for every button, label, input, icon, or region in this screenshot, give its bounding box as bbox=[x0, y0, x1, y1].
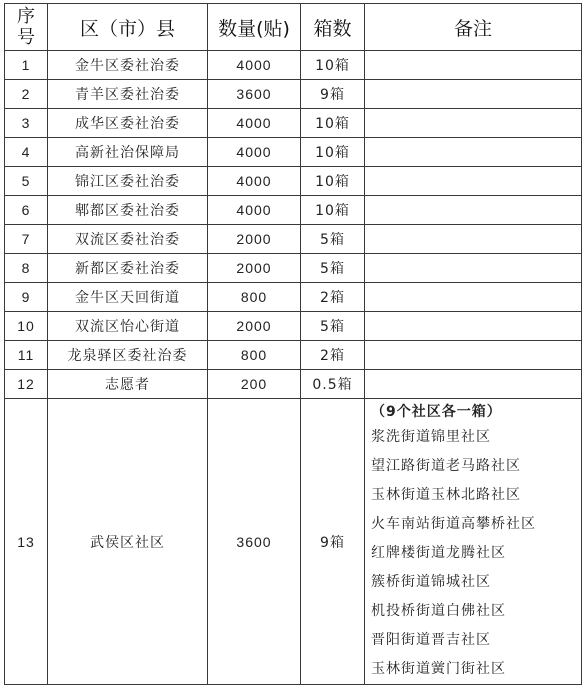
cell-boxes: 10箱 bbox=[301, 51, 365, 80]
cell-seq: 5 bbox=[5, 167, 48, 196]
cell-district: 志愿者 bbox=[48, 370, 208, 399]
cell-notes bbox=[365, 138, 582, 167]
header-seq-label bbox=[5, 6, 47, 48]
header-seq-char: 号 bbox=[17, 27, 35, 48]
notes-line: 玉林街道黉门街社区 bbox=[371, 661, 506, 677]
cell-quantity: 3600 bbox=[208, 80, 301, 109]
cell-district: 武侯区社区 bbox=[48, 399, 208, 685]
table-row bbox=[5, 312, 582, 341]
notes-line: 浆洗街道锦里社区 bbox=[371, 429, 491, 445]
table-row bbox=[5, 138, 582, 167]
notes-line: 机投桥街道白佛社区 bbox=[371, 603, 506, 619]
cell-notes bbox=[365, 225, 582, 254]
cell-boxes: 10箱 bbox=[301, 196, 365, 225]
notes-line: 晋阳街道晋吉社区 bbox=[371, 632, 491, 648]
distribution-table bbox=[4, 3, 582, 685]
cell-seq: 2 bbox=[5, 80, 48, 109]
notes-line: 望江路街道老马路社区 bbox=[371, 458, 521, 474]
cell-boxes: 9箱 bbox=[301, 80, 365, 109]
notes-list bbox=[371, 423, 581, 684]
cell-notes bbox=[365, 80, 582, 109]
cell-quantity: 4000 bbox=[208, 196, 301, 225]
cell-seq: 4 bbox=[5, 138, 48, 167]
cell-notes bbox=[365, 167, 582, 196]
cell-district: 锦江区委社治委 bbox=[48, 167, 208, 196]
cell-seq: 6 bbox=[5, 196, 48, 225]
cell-seq: 9 bbox=[5, 283, 48, 312]
cell-boxes: 5箱 bbox=[301, 225, 365, 254]
cell-notes bbox=[365, 196, 582, 225]
header-district: 区（市）县 bbox=[48, 4, 208, 51]
cell-seq: 1 bbox=[5, 51, 48, 80]
cell-seq: 3 bbox=[5, 109, 48, 138]
cell-boxes: 2箱 bbox=[301, 283, 365, 312]
cell-boxes: 10箱 bbox=[301, 109, 365, 138]
table-row bbox=[5, 283, 582, 312]
cell-notes bbox=[365, 341, 582, 370]
cell-seq: 12 bbox=[5, 370, 48, 399]
cell-seq: 10 bbox=[5, 312, 48, 341]
cell-boxes: 10箱 bbox=[301, 138, 365, 167]
header-boxes: 箱数 bbox=[301, 4, 365, 51]
cell-notes bbox=[365, 109, 582, 138]
cell-district: 高新社治保障局 bbox=[48, 138, 208, 167]
table-row bbox=[5, 225, 582, 254]
header-row bbox=[5, 4, 582, 51]
cell-boxes: 10箱 bbox=[301, 167, 365, 196]
cell-quantity: 3600 bbox=[208, 399, 301, 685]
cell-quantity: 4000 bbox=[208, 51, 301, 80]
notes-line: 簇桥街道锦城社区 bbox=[371, 574, 491, 590]
table-row bbox=[5, 80, 582, 109]
cell-quantity: 2000 bbox=[208, 254, 301, 283]
cell-district: 双流区怡心街道 bbox=[48, 312, 208, 341]
cell-seq: 11 bbox=[5, 341, 48, 370]
cell-quantity: 4000 bbox=[208, 167, 301, 196]
cell-quantity: 2000 bbox=[208, 312, 301, 341]
cell-boxes: 9箱 bbox=[301, 399, 365, 685]
cell-notes bbox=[365, 283, 582, 312]
cell-boxes: 5箱 bbox=[301, 312, 365, 341]
table-row bbox=[5, 51, 582, 80]
cell-quantity: 4000 bbox=[208, 109, 301, 138]
cell-quantity: 4000 bbox=[208, 138, 301, 167]
cell-district: 龙泉驿区委社治委 bbox=[48, 341, 208, 370]
cell-notes bbox=[365, 254, 582, 283]
cell-notes bbox=[365, 399, 582, 685]
notes-line: 火车南站街道高攀桥社区 bbox=[371, 516, 536, 532]
header-notes: 备注 bbox=[365, 4, 582, 51]
cell-district: 郫都区委社治委 bbox=[48, 196, 208, 225]
cell-district: 新都区委社治委 bbox=[48, 254, 208, 283]
notes-line: 玉林街道玉林北路社区 bbox=[371, 487, 521, 503]
notes-line: 红牌楼街道龙腾社区 bbox=[371, 545, 506, 561]
cell-district: 成华区委社治委 bbox=[48, 109, 208, 138]
cell-notes bbox=[365, 312, 582, 341]
cell-district: 青羊区委社治委 bbox=[48, 80, 208, 109]
cell-seq: 8 bbox=[5, 254, 48, 283]
cell-quantity: 800 bbox=[208, 283, 301, 312]
cell-notes bbox=[365, 370, 582, 399]
cell-boxes: 2箱 bbox=[301, 341, 365, 370]
table-row bbox=[5, 341, 582, 370]
cell-quantity: 2000 bbox=[208, 225, 301, 254]
cell-seq: 13 bbox=[5, 399, 48, 685]
cell-boxes: 0.5箱 bbox=[301, 370, 365, 399]
cell-quantity: 800 bbox=[208, 341, 301, 370]
header-seq-char: 序 bbox=[17, 6, 35, 27]
table-row-13 bbox=[5, 399, 582, 685]
notes-title: （9个社区各一箱） bbox=[371, 404, 502, 420]
table-row bbox=[5, 196, 582, 225]
table-row bbox=[5, 370, 582, 399]
cell-seq: 7 bbox=[5, 225, 48, 254]
table-row bbox=[5, 254, 582, 283]
cell-notes bbox=[365, 51, 582, 80]
header-seq bbox=[5, 4, 48, 51]
table-row bbox=[5, 167, 582, 196]
cell-district: 金牛区委社治委 bbox=[48, 51, 208, 80]
cell-quantity: 200 bbox=[208, 370, 301, 399]
cell-boxes: 5箱 bbox=[301, 254, 365, 283]
cell-district: 双流区委社治委 bbox=[48, 225, 208, 254]
header-quantity: 数量(贴) bbox=[208, 4, 301, 51]
table-row bbox=[5, 109, 582, 138]
cell-district: 金牛区天回街道 bbox=[48, 283, 208, 312]
